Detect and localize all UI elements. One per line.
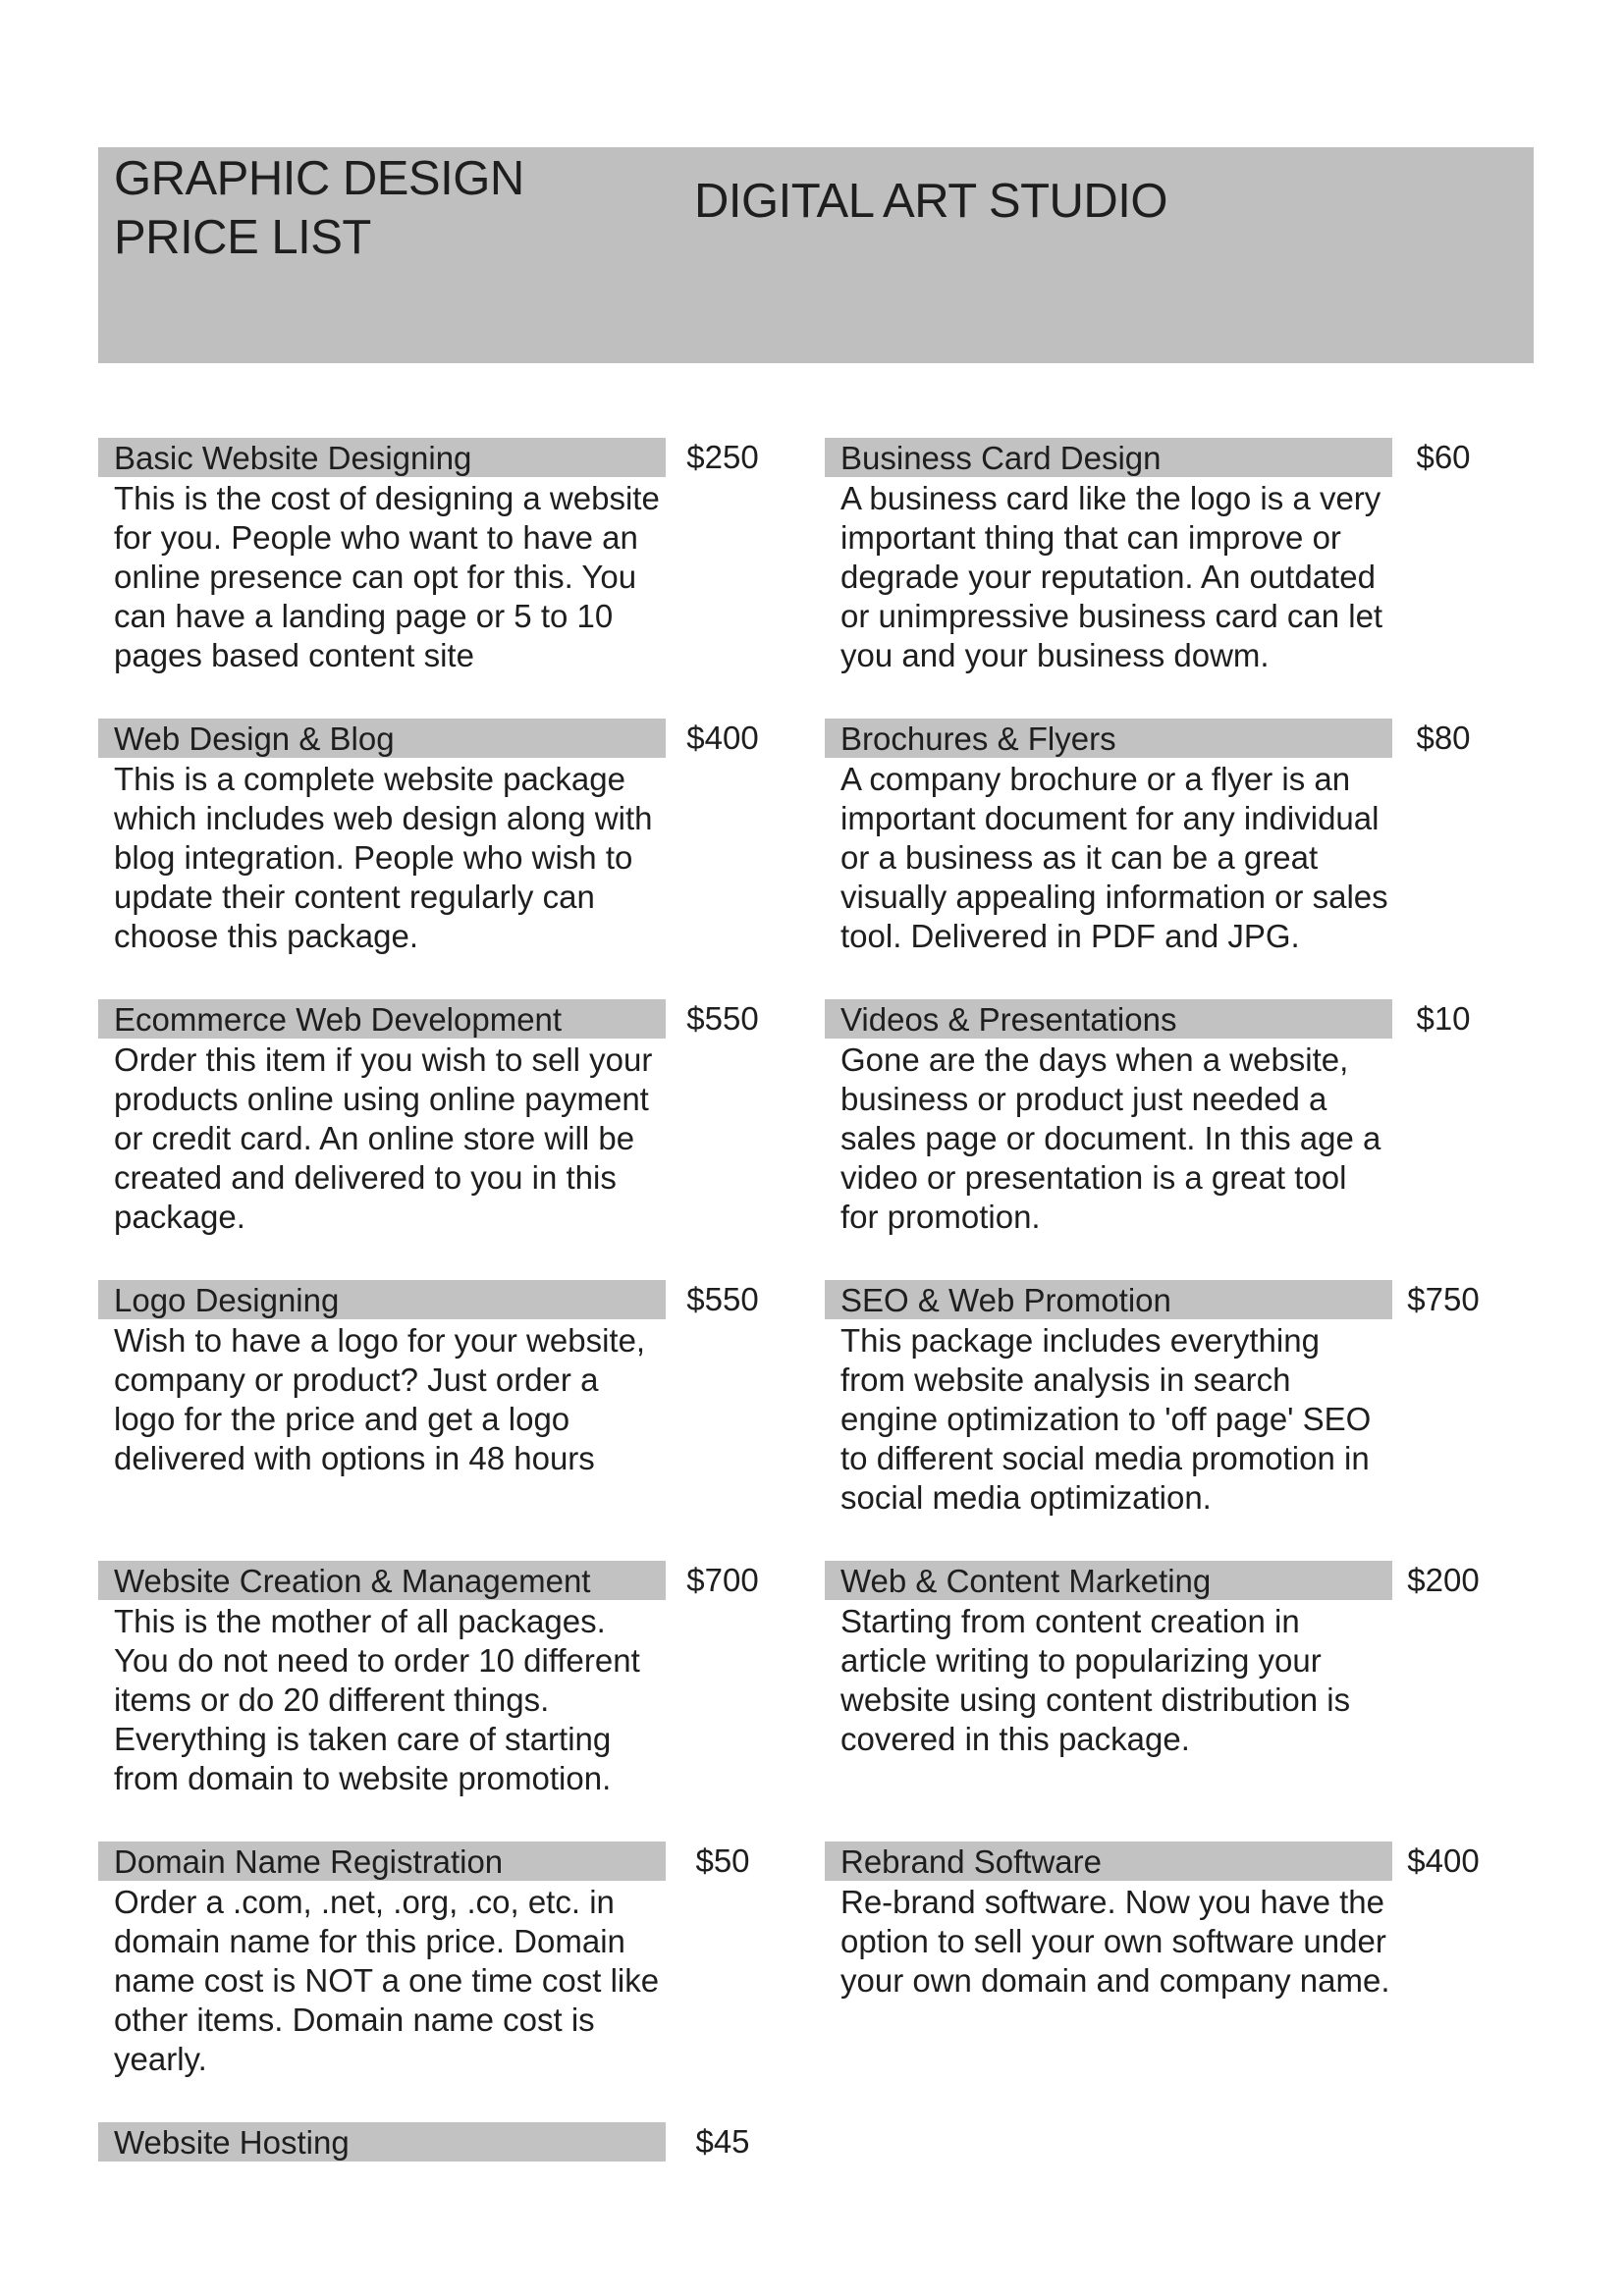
item-name: SEO & Web Promotion	[840, 1282, 1171, 1318]
item-name: Basic Website Designing	[114, 440, 472, 476]
item-name: Rebrand Software	[840, 1843, 1102, 1880]
item-description: Gone are the days when a website, business or product just needed a sales page or document. In this age a video or presentation is a great tool for promotion.	[840, 1041, 1381, 1235]
item-name: Web & Content Marketing	[840, 1563, 1212, 1599]
item-name: Web Design & Blog	[114, 721, 395, 757]
item-name: Ecommerce Web Development	[114, 1001, 563, 1038]
item-name: Logo Designing	[114, 1282, 340, 1318]
item-description: Order a .com, .net, .org, .co, etc. in domain name for this price. Domain name cost is NOT a one time cost like other items. Domain name cost is yearly.	[114, 1884, 660, 2077]
page-title	[114, 149, 624, 267]
item-price: $10	[1416, 1000, 1471, 1037]
item-description: A business card like the logo is a very important thing that can improve or degrade your reputation. An outdated or unimpressive business card can let you and your business dowm.	[840, 480, 1383, 673]
item-description: Order this item if you wish to sell your products online using online payment or credit card. An online store will be created and delivered to you in this package.	[114, 1041, 653, 1235]
item-price: $700	[686, 1562, 759, 1598]
item-description: A company brochure or a flyer is an important document for any individual or a business as it can be a great visually appealing information or sales tool. Delivered in PDF and JPG.	[840, 761, 1388, 954]
item-price: $60	[1416, 439, 1471, 475]
item-price: $45	[695, 2123, 750, 2160]
item-price: $80	[1416, 720, 1471, 756]
item-description: This is a complete website package which includes web design along with blog integration. People who wish to update their content regularly can choose this package.	[114, 761, 653, 954]
item-name: Videos & Presentations	[840, 1001, 1177, 1038]
item-description: This package includes everything from website analysis in search engine optimization to 'off page' SEO to different social media promotion in social media optimization.	[840, 1322, 1372, 1516]
item-price: $200	[1407, 1562, 1480, 1598]
item-price: $550	[686, 1000, 759, 1037]
item-description: Re-brand software. Now you have the option to sell your own software under your own domain and company name.	[840, 1884, 1390, 1999]
item-price: $250	[686, 439, 759, 475]
item-description: This is the mother of all packages. You do not need to order 10 different items or do 20 different things. Everything is taken care of starting from domain to website promotion.	[114, 1603, 640, 1796]
item-name: Brochures & Flyers	[840, 721, 1116, 757]
item-price: $750	[1407, 1281, 1480, 1317]
item-name: Domain Name Registration	[114, 1843, 504, 1880]
item-name: Business Card Design	[840, 440, 1162, 476]
item-description: Starting from content creation in article writing to popularizing your website using content distribution is covered in this package.	[840, 1603, 1351, 1757]
item-description: This is the cost of designing a website for you. People who want to have an online presence can opt for this. You can have a landing page or 5 to 10 pages based content site	[114, 480, 660, 673]
item-name: Website Hosting	[114, 2124, 350, 2161]
item-price: $50	[695, 1842, 750, 1879]
item-price: $550	[686, 1281, 759, 1317]
item-price: $400	[686, 720, 759, 756]
item-description: Wish to have a logo for your website, company or product? Just order a logo for the price and get a logo delivered with options in 48 hours	[114, 1322, 646, 1476]
item-price: $400	[1407, 1842, 1480, 1879]
page-title-line-2: PRICE LIST	[114, 211, 371, 264]
page-title-line-1: GRAPHIC DESIGN	[114, 152, 524, 205]
item-name: Website Creation & Management	[114, 1563, 591, 1599]
studio-name: DIGITAL ART STUDIO	[694, 175, 1168, 228]
